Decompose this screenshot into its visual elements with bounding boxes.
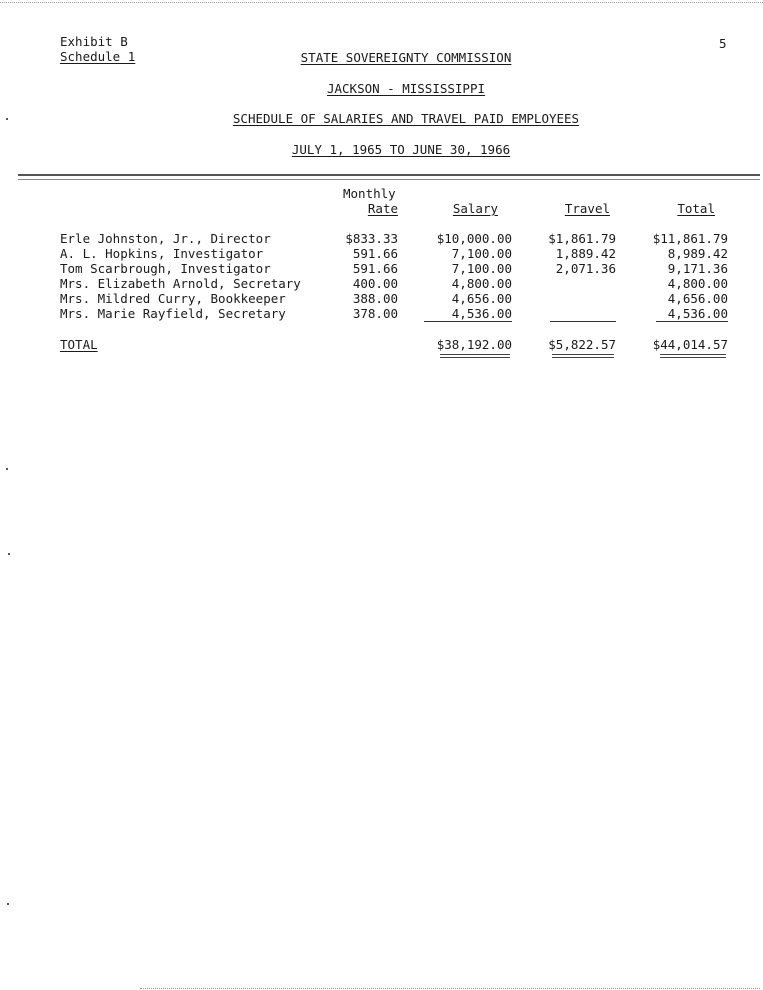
employee-name: Tom Scarbrough, Investigator — [60, 261, 271, 276]
rate-value: 388.00 — [352, 291, 398, 306]
salary-value: 4,536.00 — [451, 306, 512, 321]
rate-value: 378.00 — [352, 306, 398, 321]
page-number: 5 — [719, 36, 727, 51]
rate-value: 591.66 — [352, 261, 398, 276]
col-travel: Travel — [564, 201, 610, 216]
grand-total: $44,014.57 — [652, 337, 728, 352]
salary-value: 7,100.00 — [451, 261, 512, 276]
schedule-label: Schedule 1 — [60, 49, 136, 64]
header-rule — [18, 174, 760, 180]
rate-value: 400.00 — [352, 276, 398, 291]
travel-value: $1,861.79 — [548, 231, 616, 246]
total-label: TOTAL — [60, 337, 98, 352]
employee-name: Mrs. Mildred Curry, Bookkeeper — [60, 291, 286, 306]
travel-subtotal-rule — [550, 321, 616, 322]
total-value: 9,171.36 — [667, 261, 728, 276]
travel-double-rule — [552, 354, 614, 358]
scan-speck — [6, 468, 8, 470]
bottom-edge-line — [140, 988, 760, 989]
total-value: 4,656.00 — [667, 291, 728, 306]
title-location: JACKSON - MISSISSIPPI — [326, 81, 486, 96]
scan-speck — [7, 903, 9, 905]
exhibit-label: Exhibit B — [60, 34, 128, 49]
col-rate: Rate — [367, 201, 398, 216]
employee-name: A. L. Hopkins, Investigator — [60, 246, 264, 261]
employee-name: Erle Johnston, Jr., Director — [60, 231, 271, 246]
scan-speck — [8, 553, 10, 555]
col-salary: Salary — [452, 201, 498, 216]
salary-subtotal-rule — [424, 321, 512, 322]
total-subtotal-rule — [656, 321, 728, 322]
salary-value: 4,656.00 — [451, 291, 512, 306]
total-travel: $5,822.57 — [548, 337, 616, 352]
title-commission: STATE SOVEREIGNTY COMMISSION — [300, 50, 512, 65]
total-value: 4,536.00 — [667, 306, 728, 321]
title-period: JULY 1, 1965 TO JUNE 30, 1966 — [291, 142, 511, 157]
col-total: Total — [677, 201, 715, 216]
total-salary: $38,192.00 — [436, 337, 512, 352]
travel-value: 1,889.42 — [555, 246, 616, 261]
top-edge-line — [0, 2, 763, 3]
salary-value: 7,100.00 — [451, 246, 512, 261]
total-double-rule — [660, 354, 726, 358]
total-value: $11,861.79 — [652, 231, 728, 246]
salary-double-rule — [440, 354, 510, 358]
title-schedule: SCHEDULE OF SALARIES AND TRAVEL PAID EMPLOYEES — [232, 111, 580, 126]
salary-value: $10,000.00 — [436, 231, 512, 246]
col-rate-top: Monthly — [343, 186, 396, 201]
rate-value: $833.33 — [345, 231, 398, 246]
total-value: 8,989.42 — [667, 246, 728, 261]
rate-value: 591.66 — [352, 246, 398, 261]
salary-value: 4,800.00 — [451, 276, 512, 291]
employee-name: Mrs. Elizabeth Arnold, Secretary — [60, 276, 301, 291]
total-value: 4,800.00 — [667, 276, 728, 291]
scan-speck — [6, 118, 8, 120]
travel-value: 2,071.36 — [555, 261, 616, 276]
employee-name: Mrs. Marie Rayfield, Secretary — [60, 306, 286, 321]
